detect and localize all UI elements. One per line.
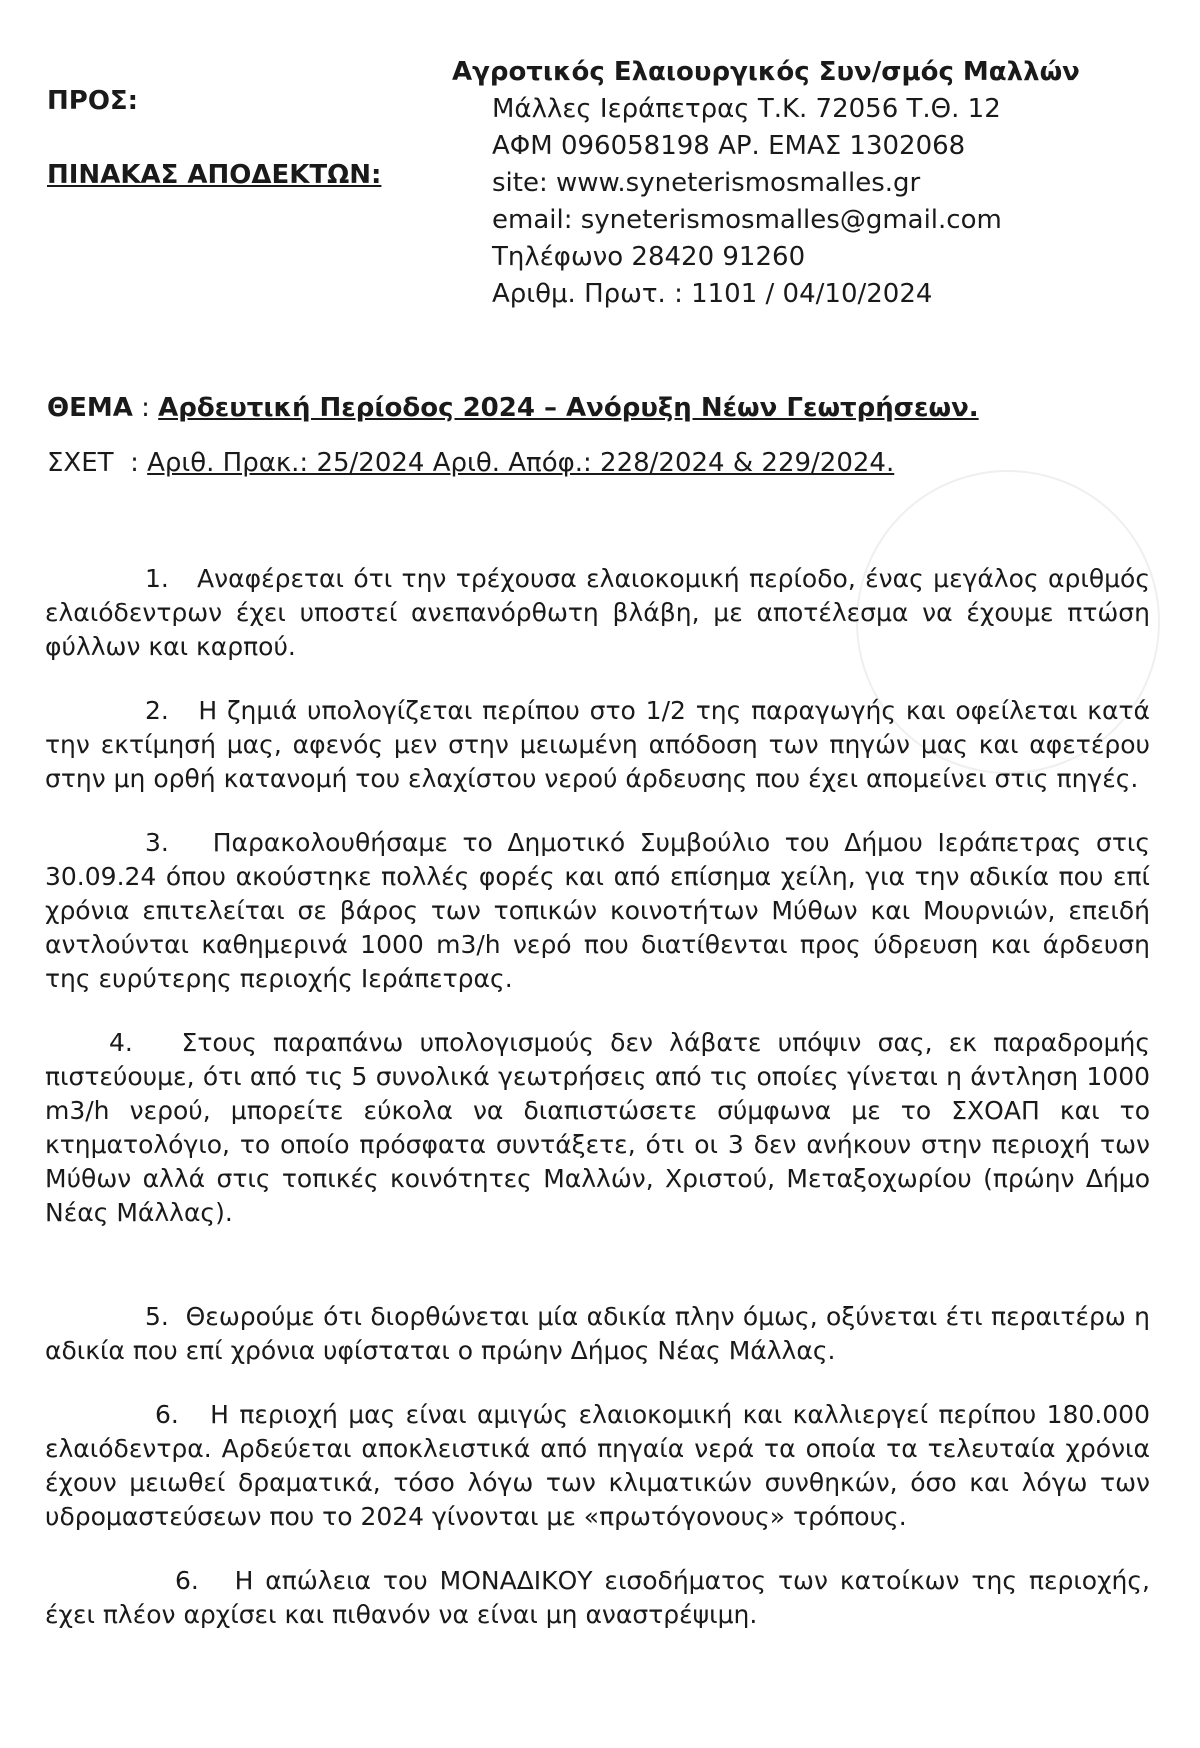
paragraph-number: 6.: [175, 1566, 199, 1595]
reference-line: [47, 448, 894, 478]
paragraph-4: [45, 1026, 1150, 1230]
paragraph-number: 6.: [155, 1400, 179, 1429]
reference-value: Αριθ. Πρακ.: 25/2024 Αριθ. Απόφ.: 228/2024 & 229/2024.: [147, 448, 895, 478]
paragraph-number: 3.: [145, 828, 169, 857]
protocol-line: Αριθμ. Πρωτ. : 1101 / 04/10/2024: [492, 279, 933, 309]
recipients-label: ΠΙΝΑΚΑΣ ΑΠΟΔΕΚΤΩΝ:: [47, 160, 382, 190]
to-label: ΠΡΟΣ:: [47, 86, 139, 116]
paragraph-number: 2.: [145, 696, 169, 725]
reference-label: ΣΧΕΤ: [47, 448, 114, 478]
paragraph-number: 1.: [145, 564, 169, 593]
email-line: email: syneterismosmalles@gmail.com: [492, 205, 1002, 235]
paragraph-gap: [45, 1260, 1150, 1300]
sender-block: [450, 54, 1080, 313]
paragraph-5: [45, 1300, 1150, 1368]
paragraph-text: Η περιοχή μας είναι αμιγώς ελαιοκομική και καλλιεργεί περίπου 180.000 ελαιόδεντρα. Αρδεύεται αποκλειστικά από πηγαία νερά τα οποία τα τελευταία χρόνια έχουν μειωθεί δραματικά, τόσο λόγω των κλιματικών συνθηκών, όσο και λόγω των υδρομαστεύσεων που το 2024 γίνονται με «πρωτόγονους» τρόπους.: [45, 1400, 1150, 1531]
paragraph-7: [45, 1564, 1150, 1632]
paragraph-2: [45, 694, 1150, 796]
document-body: [45, 562, 1150, 1662]
paragraph-3: [45, 826, 1150, 996]
paragraph-text: Η ζημιά υπολογίζεται περίπου στο 1/2 της παραγωγής και οφείλεται κατά την εκτίμησή μας, αφενός μεν στην μειωμένη απόδοση των πηγών μας και αφετέρου στην μη ορθή κατανομή του ελαχίστου νερού άρδευσης που έχει απομείνει στις πηγές.: [45, 696, 1150, 793]
paragraph-number: 4.: [109, 1028, 133, 1057]
address-line: Μάλλες Ιεράπετρας Τ.Κ. 72056 Τ.Θ. 12: [492, 94, 1001, 124]
subject-line: [47, 393, 979, 423]
subject-label: ΘΕΜΑ: [47, 393, 133, 423]
paragraph-text: Στους παραπάνω υπολογισμούς δεν λάβατε υπόψιν σας, εκ παραδρομής πιστεύουμε, ότι από τις 5 συνολικά γεωτρήσεις από τις οποίες γίνεται η άντληση 1000 m3/h νερού, μπορείτε εύκολα να διαπιστώσετε σύμφωνα με το ΣΧΟΑΠ και το κτηματολόγιο, το οποίο πρόσφατα συντάξετε, ότι οι 3 δεν ανήκουν στην περιοχή των Μύθων αλλά στις τοπικές κοινότητες Μαλλών, Χριστού, Μεταξοχωρίου (πρώην Δήμο Νέας Μάλλας).: [45, 1028, 1151, 1227]
paragraph-text: Αναφέρεται ότι την τρέχουσα ελαιοκομική περίοδο, ένας μεγάλος αριθμός ελαιόδεντρων έχει υποστεί ανεπανόρθωτη βλάβη, με αποτέλεσμα να έχουμε πτώση φύλλων και καρπού.: [45, 564, 1150, 661]
paragraph-number: 5.: [145, 1302, 169, 1331]
paragraph-text: Παρακολουθήσαμε το Δημοτικό Συμβούλιο του Δήμου Ιεράπετρας στις 30.09.24 όπου ακούστηκε πολλές φορές και από επίσημα χείλη, για την αδικία που επί χρόνια επιτελείται σε βάρος των τοπικών κοινοτήτων Μύθων και Μουρνιών, επειδή αντλούνται καθημερινά 1000 m3/h νερό που διατίθενται προς ύδρευση και άρδευση της ευρύτερης περιοχής Ιεράπετρας.: [45, 828, 1150, 993]
paragraph-text: Θεωρούμε ότι διορθώνεται μία αδικία πλην όμως, οξύνεται έτι περαιτέρω η αδικία που επί χρόνια υφίσταται ο πρώην Δήμος Νέας Μάλλας.: [45, 1302, 1150, 1365]
tax-ids-line: ΑΦΜ 096058198 ΑΡ. ΕΜΑΣ 1302068: [492, 131, 966, 161]
paragraph-6: [45, 1398, 1150, 1534]
subject-value: Αρδευτική Περίοδος 2024 – Ανόρυξη Νέων Γεωτρήσεων.: [158, 393, 979, 423]
paragraph-1: [45, 562, 1150, 664]
organization-name: Αγροτικός Ελαιουργικός Συν/σμός Μαλλών: [452, 57, 1080, 87]
subject-separator: :: [132, 393, 159, 423]
website-line: site: www.syneterismosmalles.gr: [492, 168, 921, 198]
phone-line: Τηλέφωνο 28420 91260: [492, 242, 806, 272]
paragraph-text: Η απώλεια του ΜΟΝΑΔΙΚΟΥ εισοδήματος των κατοίκων της περιοχής, έχει πλέον αρχίσει και πιθανόν να είναι μη αναστρέψιμη.: [45, 1566, 1150, 1629]
reference-separator: :: [113, 448, 148, 478]
